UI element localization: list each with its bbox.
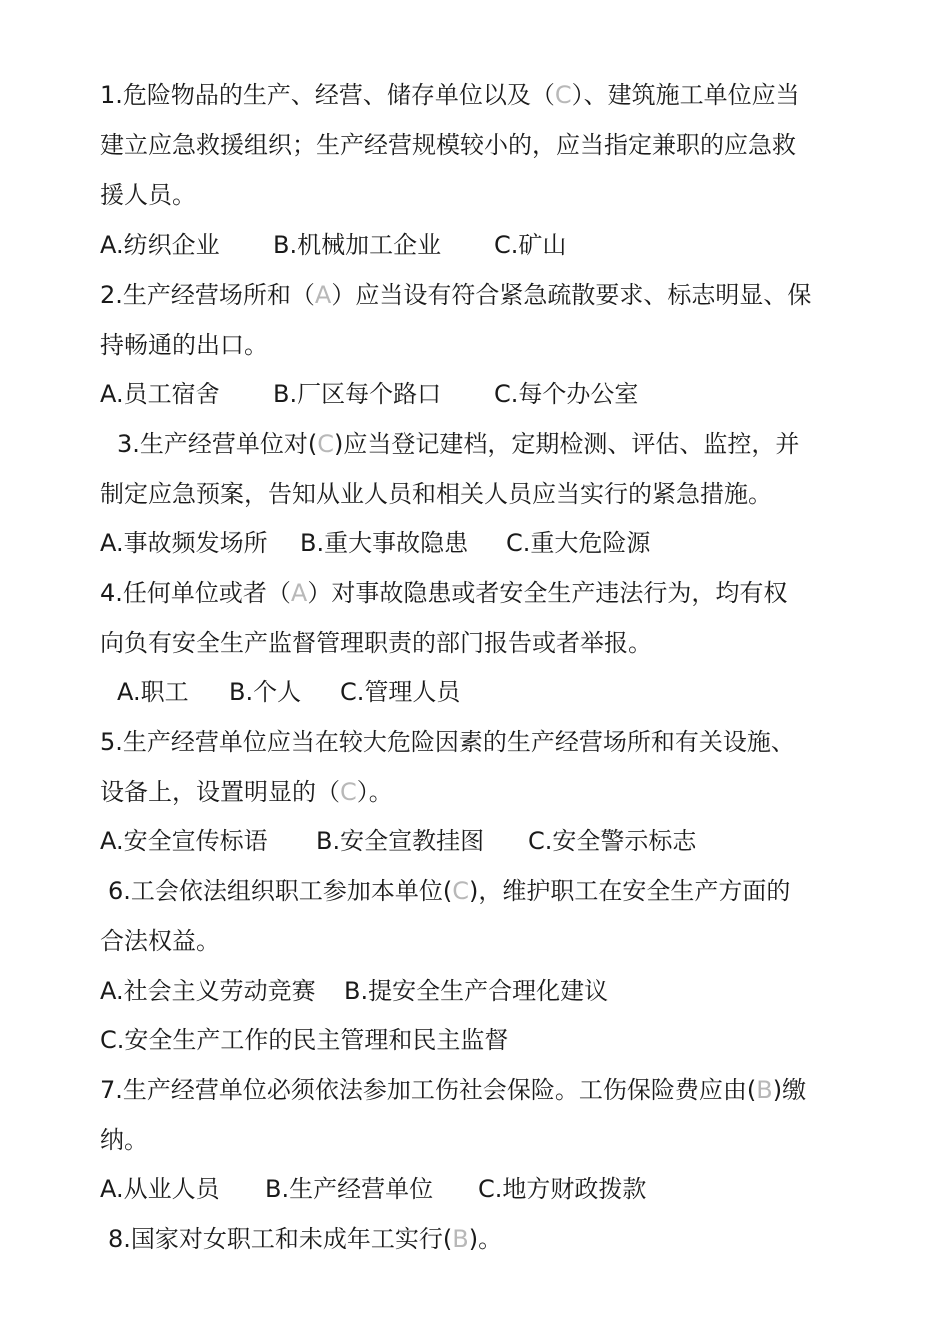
question-text: 援人员。: [100, 181, 196, 209]
question-text: )。: [468, 1225, 503, 1253]
answer-mark: C: [317, 430, 335, 458]
option-b: B.提安全生产合理化建议: [344, 977, 609, 1005]
option-a: A.社会主义劳动竞赛: [100, 977, 316, 1005]
question-text: 建立应急救援组织；生产经营规模较小的，应当指定兼职的应急救: [100, 131, 796, 159]
option-b: B.机械加工企业: [273, 231, 442, 259]
option-c: C.安全生产工作的民主管理和民主监督: [100, 1026, 509, 1054]
question-text: ）、建筑施工单位应当: [571, 81, 800, 109]
question-text: 8.国家对女职工和未成年工实行(: [108, 1225, 453, 1253]
option-a: A.员工宿舍: [100, 380, 220, 408]
question-5-line-2: [100, 772, 393, 812]
question-3-line-1: [117, 424, 799, 464]
question-text: 1.危险物品的生产、经营、储存单位以及（: [100, 81, 555, 109]
question-1-line-1: [100, 75, 800, 115]
question-7-line-2: [100, 1120, 148, 1160]
question-text: 3.生产经营单位对(: [117, 430, 318, 458]
option-c: C.管理人员: [340, 678, 461, 706]
answer-mark: C: [554, 81, 572, 109]
question-6-line-1: [108, 871, 790, 911]
question-5-line-1: [100, 722, 795, 762]
question-8-line-1: [108, 1219, 502, 1259]
question-text: )应当登记建档，定期检测、评估、监控，并: [334, 430, 800, 458]
option-c: C.重大危险源: [506, 529, 651, 557]
option-a: A.职工: [117, 678, 189, 706]
question-5-options: [100, 821, 697, 861]
question-text: 设备上，设置明显的（: [100, 778, 340, 806]
question-text: 5.生产经营单位应当在较大危险因素的生产经营场所和有关设施、: [100, 728, 795, 756]
answer-mark: C: [340, 778, 357, 806]
option-a: A.纺织企业: [100, 231, 220, 259]
answer-mark: B: [756, 1076, 773, 1104]
option-a: A.事故频发场所: [100, 529, 268, 557]
question-1-line-2: [100, 125, 796, 165]
option-c: C.每个办公室: [494, 380, 639, 408]
question-4-line-2: [100, 623, 652, 663]
question-7-options: [100, 1169, 647, 1209]
question-text: )缴: [772, 1076, 807, 1104]
question-4-options: [117, 672, 461, 712]
question-2-line-1: [100, 275, 811, 315]
question-4-line-1: [100, 573, 787, 613]
option-c: C.地方财政拨款: [478, 1175, 647, 1203]
question-text: 7.生产经营单位必须依法参加工伤社会保险。工伤保险费应由(: [100, 1076, 757, 1104]
option-c: C.矿山: [494, 231, 567, 259]
option-a: A.从业人员: [100, 1175, 220, 1203]
option-a: A.安全宣传标语: [100, 827, 268, 855]
option-c: C.安全警示标志: [528, 827, 697, 855]
question-6-options-2: [100, 1020, 508, 1060]
option-b: B.安全宣教挂图: [316, 827, 485, 855]
question-text: 纳。: [100, 1126, 148, 1154]
option-b: B.生产经营单位: [265, 1175, 434, 1203]
question-text: )，维护职工在安全生产方面的: [469, 877, 791, 905]
option-b: B.厂区每个路口: [273, 380, 442, 408]
answer-mark: C: [452, 877, 470, 905]
question-text: ）。: [356, 778, 393, 806]
question-6-line-2: [100, 921, 220, 961]
question-7-line-1: [100, 1070, 806, 1110]
question-text: 合法权益。: [100, 927, 220, 955]
question-text: ）对事故隐患或者安全生产违法行为，均有权: [307, 579, 788, 607]
option-b: B.重大事故隐患: [300, 529, 469, 557]
question-2-options: [100, 374, 639, 414]
question-3-options: [100, 523, 651, 563]
question-text: 2.生产经营场所和（: [100, 281, 315, 309]
question-1-options: [100, 225, 567, 265]
question-1-line-3: [100, 175, 196, 215]
answer-mark: A: [290, 579, 308, 607]
question-text: 4.任何单位或者（: [100, 579, 291, 607]
question-6-options-1: [100, 971, 609, 1011]
question-text: 持畅通的出口。: [100, 331, 268, 359]
question-text: 制定应急预案，告知从业人员和相关人员应当实行的紧急措施。: [100, 480, 772, 508]
answer-mark: A: [314, 281, 332, 309]
option-b: B.个人: [229, 678, 302, 706]
question-text: 向负有安全生产监督管理职责的部门报告或者举报。: [100, 629, 652, 657]
answer-mark: B: [452, 1225, 469, 1253]
question-text: 6.工会依法组织职工参加本单位(: [108, 877, 453, 905]
question-3-line-2: [100, 474, 772, 514]
question-text: ）应当设有符合紧急疏散要求、标志明显、保: [331, 281, 812, 309]
question-2-line-2: [100, 325, 268, 365]
